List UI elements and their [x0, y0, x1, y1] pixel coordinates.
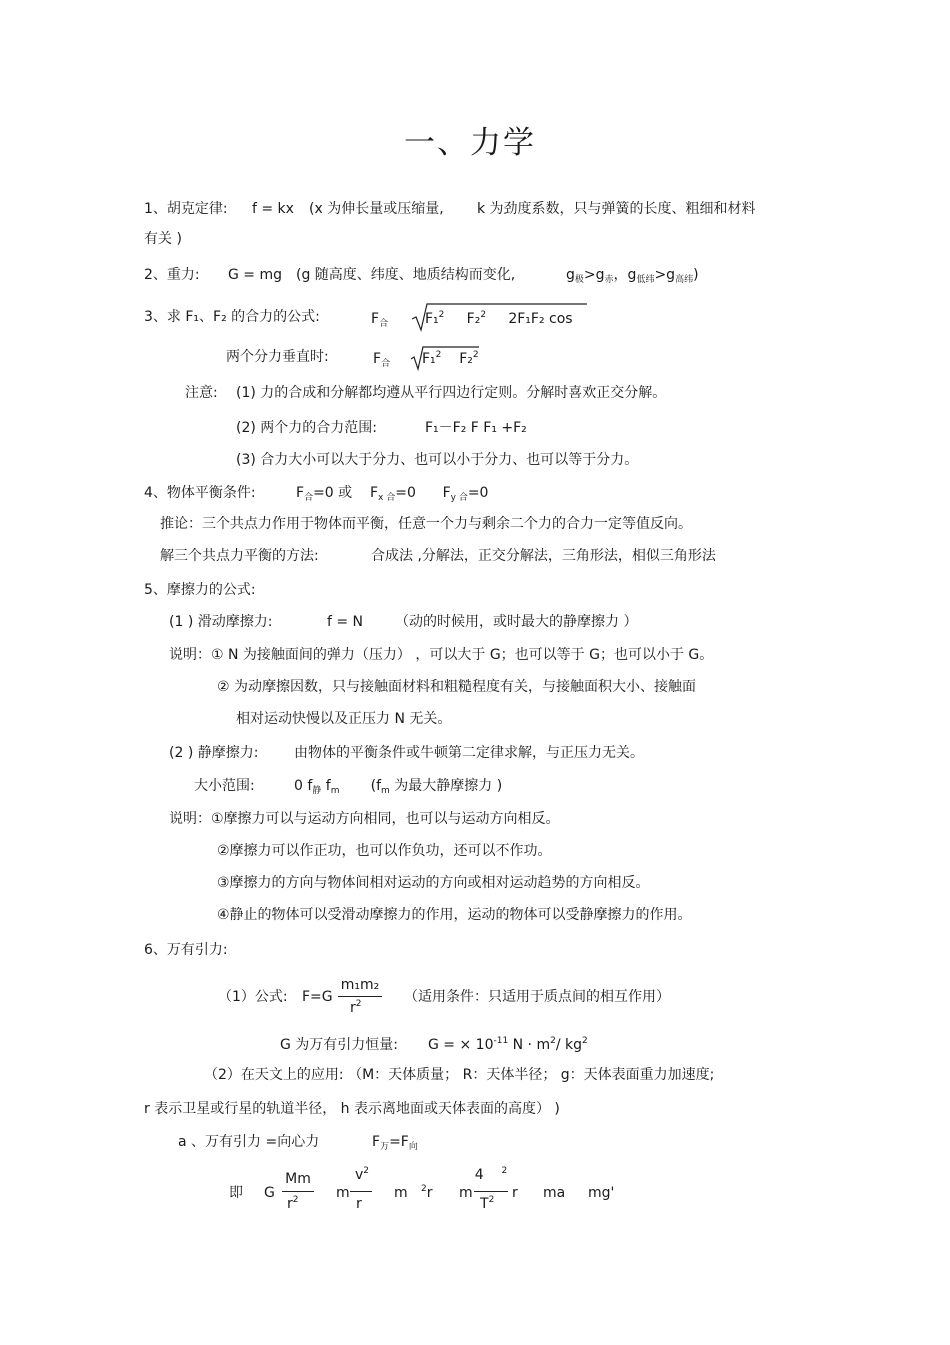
methods-list: 合成法 ,分解法，正交分解法，三角形法，相似三角形法 [371, 548, 716, 564]
static-explanation-1: 说明：①摩擦力可以与运动方向相同，也可以与运动方向相反。 [169, 811, 560, 827]
cond-Fy: F [442, 485, 451, 501]
eq-pi-sq: 2 [501, 1166, 508, 1176]
explanation-2: ② 为动摩擦因数，只与接触面材料和粗糙程度有关，与接触面积大小、接触面 [217, 679, 696, 695]
sub-pole: 极 [574, 275, 584, 285]
static-explanation-2: ②摩擦力可以作正功，也可以作负功，还可以不作功。 [217, 843, 552, 859]
sq-3: 2 [435, 350, 442, 360]
range-zero-f: 0 f [294, 778, 313, 794]
eq-mg: mg' [588, 1185, 615, 1201]
fraction-numerator: m₁m₂ [340, 977, 380, 993]
range-sub-m: m [330, 786, 340, 796]
eq-Mm: Mm [285, 1171, 311, 1187]
eq-m-omega [394, 1186, 433, 1200]
fraction-bar [338, 996, 382, 997]
eq-F-xiang: =F [389, 1134, 409, 1150]
G-constant-label: G 为万有引力恒量: [280, 1037, 399, 1053]
range-fm: f [321, 778, 331, 794]
G-exponent: -11 [493, 1036, 509, 1046]
fraction-denominator [350, 1001, 362, 1015]
cond-F: F [296, 485, 305, 501]
eq-v-sq: 2 [363, 1166, 370, 1176]
F-wan: F [372, 1134, 381, 1150]
eq-ma: ma [543, 1185, 566, 1201]
gravitation-condition: （适用条件：只适用于质点间的相互作用） [404, 989, 670, 1005]
gravity-note: (g 随高度、纬度、地质结构而变化, [296, 267, 516, 283]
comma-g: ，g [613, 267, 637, 283]
eq-r-omega: r [426, 1185, 433, 1201]
equilibrium-conditions [296, 485, 489, 503]
resultant-F [371, 311, 389, 329]
gt-sign: >g [583, 267, 605, 283]
hooke-note-2: k 为劲度系数，只与弹簧的长度、粗细和材料 [477, 201, 756, 217]
F-symbol: F [371, 311, 380, 327]
explanation-1: 说明：① N 为接触面间的弹力（压力） ，可以大于 G；也可以等于 G；也可以小于 G。 [169, 647, 714, 663]
eq-v: v [354, 1167, 364, 1183]
cond-sub-y: y 合 [450, 493, 468, 503]
gravitation-FG: F=G [302, 989, 333, 1005]
hooke-note: (x 为伸长量或压缩量, [309, 201, 444, 217]
hooke-formula: f = kx [252, 201, 294, 217]
range-label: 大小范围: [194, 778, 255, 794]
static-explanation-3: ③摩擦力的方向与物体间相对运动的方向或相对运动趋势的方向相反。 [217, 875, 650, 891]
eq-G: G [264, 1185, 275, 1201]
eq-m2: m [394, 1185, 408, 1201]
eq-v2 [350, 1168, 374, 1182]
close-paren: ) [693, 267, 699, 283]
sq-4: 2 [472, 350, 479, 360]
gt-sign-2: >g [654, 267, 676, 283]
F-equals-F [372, 1134, 418, 1152]
section-1-heading: 1、胡克定律: [144, 201, 228, 217]
static-friction-label: (2 ) 静摩擦力: [169, 745, 259, 761]
resultant-F-perp [373, 351, 391, 369]
sub-he: 合 [379, 319, 389, 329]
sliding-friction-formula: f = N [327, 614, 364, 630]
F2-term-2: F₂ [459, 351, 473, 367]
perpendicular-label: 两个分力垂直时: [226, 349, 329, 365]
section-2-heading: 2、重力: [144, 267, 200, 283]
cond-eq-x: =0 [395, 485, 416, 501]
sub-low-lat: 低纬 [636, 275, 655, 285]
gravity-formula: G = mg [228, 267, 283, 283]
gravity-centripetal: a 、万有引力 =向心力 [178, 1134, 320, 1150]
range-note-f: (f [370, 778, 382, 794]
gravity-comparison [566, 267, 699, 285]
G-unit-kg: / kg [555, 1037, 583, 1053]
radicand-1 [425, 312, 573, 326]
cond-Fx: F [369, 485, 379, 501]
section-4-heading: 4、物体平衡条件: [144, 485, 256, 501]
eq-T-sq: 2 [488, 1195, 495, 1205]
sub-wan: 万 [380, 1142, 390, 1152]
corollary: 推论：三个共点力作用于物体而平衡，任意一个力与剩余二个力的合力一定等值反向。 [160, 516, 692, 532]
G-unit-kg-sq: 2 [582, 1036, 588, 1046]
eq-bar-1 [282, 1191, 314, 1192]
note-label: 注意: [185, 385, 218, 401]
den-r: r [350, 1000, 356, 1016]
section-6-heading: 6、万有引力: [144, 942, 228, 958]
static-explanation-4: ④静止的物体可以受滑动摩擦力的作用，运动的物体可以受静摩擦力的作用。 [217, 907, 692, 923]
eq-r2-sq: 2 [292, 1195, 299, 1205]
gravitation-formula-label: （1）公式: [218, 989, 288, 1005]
F2-term: F₂ [466, 311, 481, 327]
eq-T2 [480, 1197, 494, 1211]
G-unit-sq: 2 [550, 1036, 556, 1046]
note-3: (3) 合力大小可以大于分力、也可以小于分力、也可以等于分力。 [236, 452, 639, 468]
sliding-friction-note: （动的时候用，或时最大的静摩擦力 ） [395, 614, 638, 630]
page-title: 一、力学 [404, 125, 536, 161]
note-1: (1) 力的合成和分解都均遵从平行四边行定则。分解时喜欢正交分解。 [236, 385, 667, 401]
eq-m3: m [459, 1185, 473, 1201]
ji-label: 即 [229, 1185, 243, 1201]
sub-equator: 赤 [604, 275, 614, 285]
hooke-note-cont: 有关 ) [144, 231, 182, 247]
cond-sub-he: 合 [304, 493, 314, 503]
eq-r2 [287, 1197, 299, 1211]
sq-2: 2 [480, 310, 487, 320]
eq-omega-sq: 2 [421, 1184, 427, 1194]
section-5-heading: 5、摩擦力的公式: [144, 582, 256, 598]
eq-r: r [356, 1196, 362, 1212]
sub-high-lat: 高纬 [675, 275, 694, 285]
F1-term: F₁ [425, 311, 439, 327]
sq-1: 2 [438, 310, 445, 320]
eq-T: T [480, 1196, 489, 1212]
g-symbol: g [566, 267, 575, 283]
range-note: 为最大静摩擦力 ) [389, 778, 503, 794]
eq-m: m [336, 1185, 350, 1201]
cross-term: 2F₁F₂ cos [508, 311, 573, 327]
cond-eq-y: =0 [467, 485, 489, 501]
range-sub-static: 静 [312, 786, 322, 796]
eq-r3: r [512, 1185, 518, 1201]
section-3-heading: 3、求 F₁、F₂ 的合力的公式: [144, 309, 320, 325]
G-constant-value [428, 1038, 588, 1052]
static-friction-note: 由物体的平衡条件或牛顿第二定律求解，与正压力无关。 [294, 745, 644, 761]
note-2-range: F₁－F₂ F F₁ +F₂ [425, 420, 527, 436]
range-note-sub-m: m [381, 786, 390, 796]
cond-eq-or: =0 或 [313, 485, 353, 501]
G-value: G = × 10 [428, 1037, 494, 1053]
range-formula [294, 778, 503, 796]
eq-bar-3 [474, 1191, 508, 1192]
cond-sub-x: x 合 [378, 493, 396, 503]
eq-bar-2 [350, 1191, 372, 1192]
explanation-3: 相对运动快慢以及正压力 N 无关。 [236, 711, 452, 727]
F1-term-2: F₁ [422, 351, 436, 367]
astronomy-application: （2）在天文上的应用: （M：天体质量； R：天体半径； g：天体表面重力加速度; [204, 1067, 715, 1083]
F-symbol-2: F [373, 351, 382, 367]
den-sq: 2 [355, 999, 362, 1009]
eq-4pi2 [474, 1168, 508, 1182]
sliding-friction-label: (1 ) 滑动摩擦力: [169, 614, 273, 630]
radicand-2 [422, 352, 479, 366]
eq-four: 4 [474, 1167, 484, 1183]
sub-xiang: 向 [408, 1142, 418, 1152]
sub-he-2: 合 [381, 359, 391, 369]
G-unit-m: N · m [508, 1037, 551, 1053]
astronomy-application-cont: r 表示卫星或行星的轨道半径， h 表示离地面或天体表面的高度） ) [144, 1101, 560, 1117]
note-2: (2) 两个力的合力范围: [236, 420, 377, 436]
methods-label: 解三个共点力平衡的方法: [160, 548, 319, 564]
eq-r2-r: r [287, 1196, 293, 1212]
